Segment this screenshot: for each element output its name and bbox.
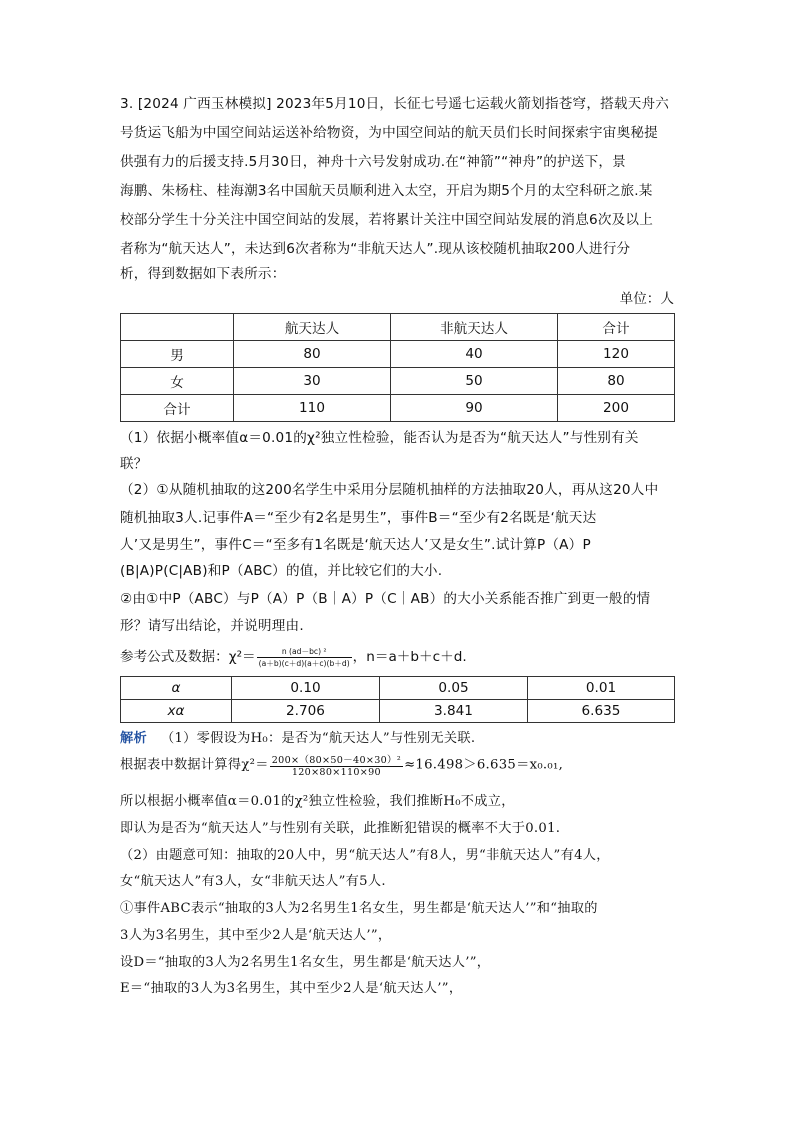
solution-line: （2）由题意可知：抽取的20人中，男“航天达人”有8人，男“非航天达人”有4人， [120, 848, 610, 863]
question-line: 形？请写出结论，并说明理由. [120, 618, 304, 634]
solution-text: （1）零假设为H₀：是否为“航天达人”与性别无关联. [160, 731, 476, 746]
table-cell: 80 [234, 341, 391, 368]
critical-value-table [120, 676, 675, 723]
table-row [121, 700, 675, 723]
table-row [121, 341, 675, 368]
solution-line: 设D＝“抽取的3人为2名男生1名女生，男生都是‘航天达人’”， [120, 955, 491, 970]
solution-line: ①事件ABC表示“抽取的3人为2名男生1名女生，男生都是‘航天达人’”和“抽取的 [120, 901, 598, 916]
problem-line: 者称为“航天达人”，未达到6次者称为“非航天达人”.现从该校随机抽取200人进行分 [120, 241, 631, 257]
table-cell: 30 [234, 368, 391, 395]
question-line: 联？ [120, 456, 148, 472]
table-cell: 50 [391, 368, 558, 395]
question-line: (B|A)P(C|AB)和P（ABC）的值，并比较它们的大小. [120, 563, 443, 579]
problem-line: 供强有力的后援支持.5月30日，神舟十六号发射成功.在“神箭”“神舟”的护送下，景 [120, 154, 626, 170]
solution-line: 女“航天达人”有3人，女“非航天达人”有5人. [120, 874, 386, 889]
table-cell: 120 [558, 341, 675, 368]
table-header-row [121, 314, 675, 341]
table-cell [121, 314, 234, 341]
data-table [120, 313, 675, 422]
question-line: 人’又是男生”，事件C＝“至多有1名既是‘航天达人’又是女生”.试计算P（A）P [120, 537, 591, 553]
problem-line: 号货运飞船为中国空间站运送补给物资，为中国空间站的航天员们长时间探索宇宙奥秘提 [120, 125, 658, 141]
table-cell: 0.01 [528, 677, 675, 700]
table-cell: 女 [121, 368, 234, 395]
formula-numerator: n (ad－bc) ² [257, 646, 352, 658]
table-row [121, 395, 675, 422]
calc-denominator: 120×80×110×90 [291, 767, 381, 778]
table-cell: 0.05 [380, 677, 528, 700]
table-header-cell: 非航天达人 [391, 314, 558, 341]
formula-denominator: (a＋b)(c＋d)(a＋c)(b＋d) [258, 658, 350, 668]
table-cell: 男 [121, 341, 234, 368]
solution-text: 根据表中数据计算得χ²＝ [120, 757, 269, 773]
question-line: （2）①从随机抽取的这200名学生中采用分层随机抽样的方法抽取20人，再从这20人中 [120, 482, 659, 498]
table-cell: 3.841 [380, 700, 528, 723]
chi-square-calc-fraction [270, 752, 403, 778]
reference-formula [120, 645, 467, 669]
table-header-cell: 航天达人 [234, 314, 391, 341]
table-row [121, 368, 675, 395]
formula-prefix: 参考公式及数据：χ²＝ [120, 649, 256, 665]
table-header-cell: 合计 [558, 314, 675, 341]
solution-line: 所以根据小概率值α＝0.01的χ²独立性检验，我们推断H₀不成立， [120, 794, 515, 809]
table-cell: 2.706 [232, 700, 380, 723]
table-cell: 合计 [121, 395, 234, 422]
table-cell: 110 [234, 395, 391, 422]
table-cell: xα [121, 700, 232, 723]
question-line: ②由①中P（ABC）与P（A）P（B｜A）P（C｜AB）的大小关系能否推广到更一般的情 [120, 591, 651, 607]
table-unit: 单位：人 [619, 291, 674, 307]
solution-line: 3人为3名男生，其中至少2人是‘航天达人’”， [120, 928, 392, 943]
table-cell: 80 [558, 368, 675, 395]
table-cell: α [121, 677, 232, 700]
table-cell: 40 [391, 341, 558, 368]
question-line: （1）依据小概率值α＝0.01的χ²独立性检验，能否认为是否为“航天达人”与性别有关 [120, 430, 639, 446]
solution-label: 解析 [120, 731, 147, 746]
question-line: 随机抽取3人.记事件A＝“至少有2名是男生”，事件B＝“至少有2名既是‘航天达 [120, 510, 597, 526]
calc-numerator: 200×（80×50－40×30）² [270, 752, 403, 767]
solution-line: E＝“抽取的3人为3名男生，其中至少2人是‘航天达人’”， [120, 981, 463, 996]
problem-line: 析，得到数据如下表所示： [120, 266, 286, 282]
table-row [121, 677, 675, 700]
solution-line [120, 752, 563, 778]
problem-line: 海鹏、朱杨柱、桂海潮3名中国航天员顺利进入太空，开启为期5个月的太空科研之旅.某 [120, 183, 653, 199]
table-cell: 200 [558, 395, 675, 422]
table-cell: 90 [391, 395, 558, 422]
solution-line: 即认为是否为“航天达人”与性别有关联，此推断犯错误的概率不大于0.01. [120, 821, 561, 836]
chi-square-fraction [257, 646, 352, 669]
solution-line [120, 727, 475, 746]
problem-line: 校部分学生十分关注中国空间站的发展，若将累计关注中国空间站发展的消息6次及以上 [120, 212, 654, 228]
table-cell: 0.10 [232, 677, 380, 700]
solution-text: ≈16.498＞6.635＝x₀.₀₁, [404, 757, 564, 773]
problem-line: 3. [2024 广西玉林模拟] 2023年5月10日，长征七号遥七运载火箭划指苍穹，搭载天舟六 [120, 96, 670, 112]
formula-suffix: ，n＝a＋b＋c＋d. [352, 649, 467, 665]
table-cell: 6.635 [528, 700, 675, 723]
